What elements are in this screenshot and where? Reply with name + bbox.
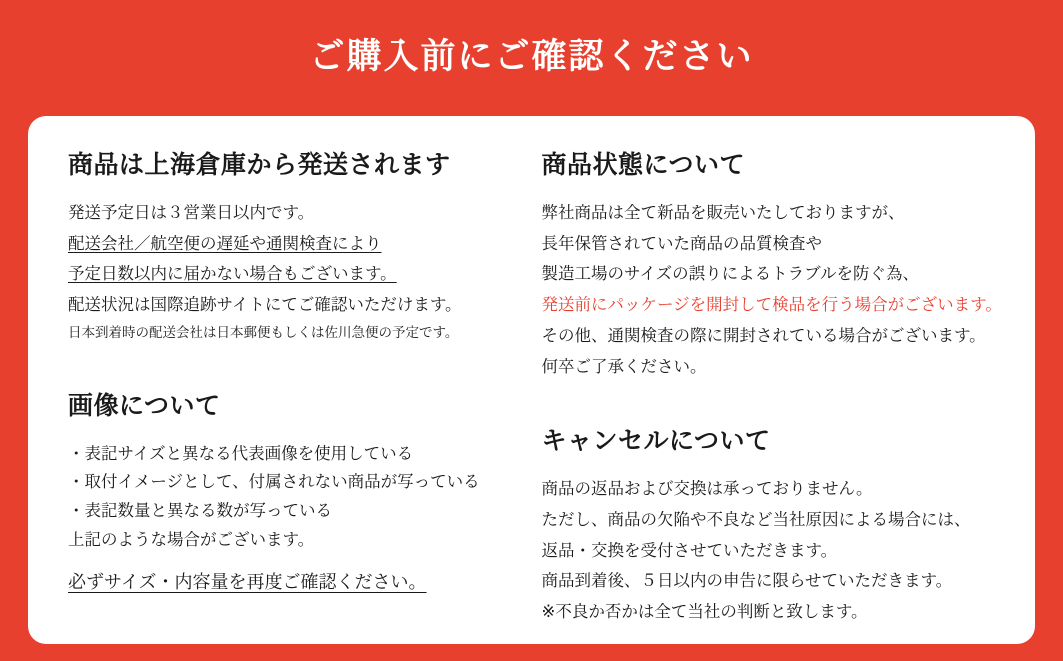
condition-line-4-highlight: 発送前にパッケージを開封して検品を行う場合がございます。 xyxy=(541,295,1002,315)
cancel-line-2: ただし、商品の欠陥や不良など当社原因による場合には、 xyxy=(541,510,971,530)
cancel-line-4: 商品到着後、５日以内の申告に限らせていただきます。 xyxy=(541,571,953,591)
section-cancel-heading: キャンセルについて xyxy=(541,426,771,456)
section-images xyxy=(68,391,508,597)
two-column-layout xyxy=(68,150,1002,632)
images-line-3: ・表記数量と異なる数が写っている xyxy=(68,501,332,521)
shipping-line-5: 日本到着時の配送会社は日本郵便もしくは佐川急便の予定です。 xyxy=(68,324,459,341)
condition-line-3: 製造工場のサイズの誤りによるトラブルを防ぐ為、 xyxy=(541,264,920,284)
shipping-line-2: 配送会社／航空便の遅延や通関検査により xyxy=(68,233,382,253)
images-note: 必ずサイズ・内容量を再度ご確認ください。 xyxy=(68,571,427,593)
images-bullet-list xyxy=(68,441,508,554)
notice-card xyxy=(28,116,1035,644)
section-shipping-heading: 商品は上海倉庫から発送されます xyxy=(68,150,451,179)
section-shipping xyxy=(68,150,508,345)
condition-line-6: 何卒ご了承ください。 xyxy=(541,356,707,376)
cancel-line-3: 返品・交換を受付させていただきます。 xyxy=(541,540,838,560)
section-condition-heading: 商品状態について xyxy=(541,150,746,179)
cancel-line-5: ※不良か否かは全て当社の判断と致します。 xyxy=(541,602,868,622)
images-line-2: ・取付イメージとして、付属されない商品が写っている xyxy=(68,472,480,492)
condition-line-5: その他、通関検査の際に開封されている場合がございます。 xyxy=(541,325,986,345)
images-line-4: 上記のような場合がございます。 xyxy=(68,529,315,549)
shipping-line-1: 発送予定日は３営業日以内です。 xyxy=(68,203,315,222)
section-images-heading: 画像について xyxy=(68,390,221,420)
right-column xyxy=(532,150,1002,632)
section-cancel xyxy=(542,426,996,626)
condition-line-2: 長年保管されていた商品の品質検査や xyxy=(541,233,822,253)
shipping-line-3: 予定日数以内に届かない場合もございます。 xyxy=(68,264,397,284)
cancel-line-1: 商品の返品および交換は承っておりません。 xyxy=(541,479,873,499)
left-column xyxy=(68,150,532,632)
section-condition xyxy=(541,150,1002,380)
shipping-line-4: 配送状況は国際追跡サイトにてご確認いただけます。 xyxy=(68,295,462,315)
condition-line-1: 弊社商品は全て新品を販売いたしておりますが、 xyxy=(541,203,905,222)
page-title: ご購入前にご確認ください xyxy=(309,37,754,77)
images-line-1: ・表記サイズと異なる代表画像を使用している xyxy=(68,443,414,463)
